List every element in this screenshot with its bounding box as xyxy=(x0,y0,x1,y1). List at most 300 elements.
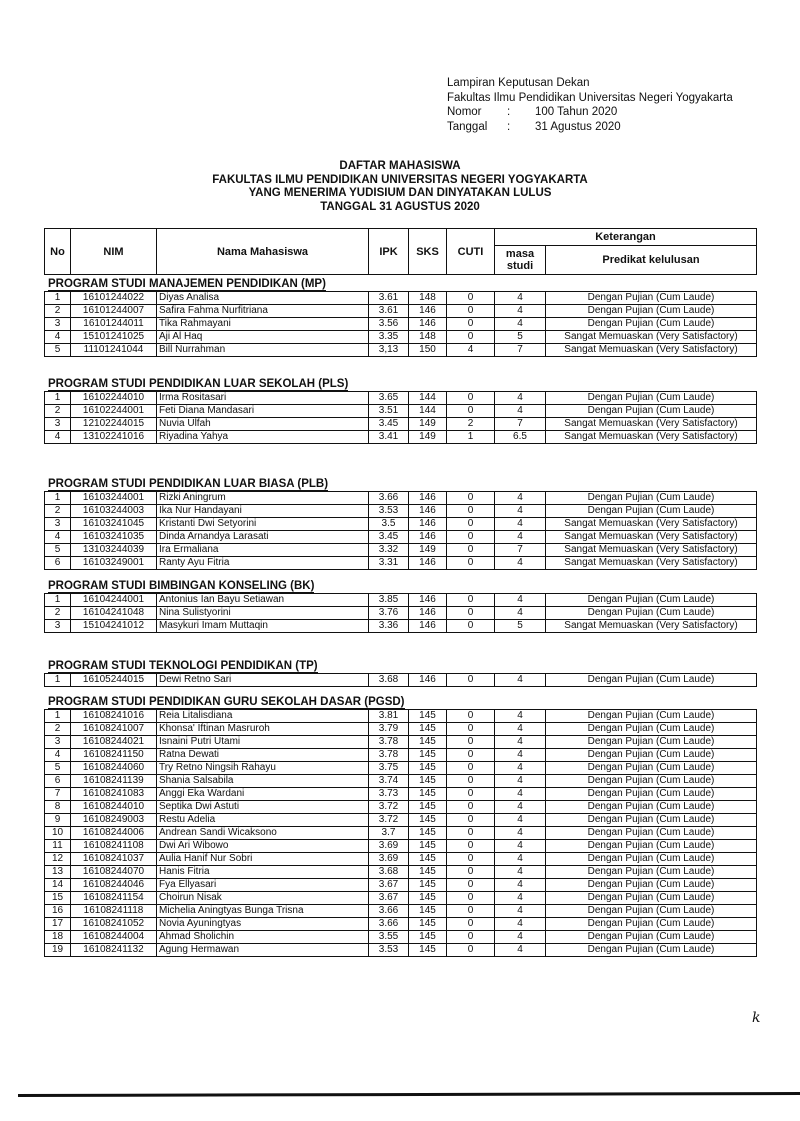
program-section xyxy=(44,660,756,687)
cell-masa: 4 xyxy=(495,492,546,505)
cell-predikat: Dengan Pujian (Cum Laude) xyxy=(546,801,757,814)
cell-nama: Ranty Ayu Fitria xyxy=(157,557,369,570)
cell-nim: 16108244021 xyxy=(71,736,157,749)
cell-masa: 4 xyxy=(495,505,546,518)
cell-masa: 6.5 xyxy=(495,431,546,444)
cell-cuti: 0 xyxy=(447,892,495,905)
nomor-label: Nomor xyxy=(447,106,482,118)
cell-sks: 146 xyxy=(409,492,447,505)
cell-nim: 16104244001 xyxy=(71,594,157,607)
cell-no: 18 xyxy=(45,931,71,944)
cell-no: 15 xyxy=(45,892,71,905)
table-row xyxy=(45,918,757,931)
cell-nama: Hanis Fitria xyxy=(157,866,369,879)
cell-sks: 145 xyxy=(409,814,447,827)
cell-nim: 16108241150 xyxy=(71,749,157,762)
header-ipk: IPK xyxy=(369,229,409,275)
cell-predikat: Dengan Pujian (Cum Laude) xyxy=(546,775,757,788)
cell-nim: 16108244060 xyxy=(71,762,157,775)
cell-sks: 145 xyxy=(409,892,447,905)
cell-ipk: 3.78 xyxy=(369,736,409,749)
cell-predikat: Dengan Pujian (Cum Laude) xyxy=(546,749,757,762)
cell-masa: 4 xyxy=(495,944,546,957)
header-masa-studi: masa studi xyxy=(495,246,546,275)
cell-nim: 15104241012 xyxy=(71,620,157,633)
cell-nama: Bill Nurrahman xyxy=(157,344,369,357)
cell-no: 14 xyxy=(45,879,71,892)
cell-predikat: Sangat Memuaskan (Very Satisfactory) xyxy=(546,544,757,557)
cell-ipk: 3.79 xyxy=(369,723,409,736)
cell-masa: 4 xyxy=(495,788,546,801)
cell-no: 1 xyxy=(45,292,71,305)
cell-no: 10 xyxy=(45,827,71,840)
cell-ipk: 3.61 xyxy=(369,305,409,318)
cell-no: 2 xyxy=(45,305,71,318)
cell-no: 12 xyxy=(45,853,71,866)
cell-predikat: Dengan Pujian (Cum Laude) xyxy=(546,866,757,879)
cell-predikat: Sangat Memuaskan (Very Satisfactory) xyxy=(546,620,757,633)
cell-masa: 4 xyxy=(495,749,546,762)
cell-masa: 4 xyxy=(495,736,546,749)
cell-nim: 16103241035 xyxy=(71,531,157,544)
cell-predikat: Sangat Memuaskan (Very Satisfactory) xyxy=(546,431,757,444)
cell-predikat: Dengan Pujian (Cum Laude) xyxy=(546,292,757,305)
cell-nim: 16101244022 xyxy=(71,292,157,305)
cell-sks: 146 xyxy=(409,620,447,633)
cell-sks: 148 xyxy=(409,292,447,305)
cell-cuti: 0 xyxy=(447,392,495,405)
section-title-text: PROGRAM STUDI PENDIDIKAN LUAR BIASA (PLB) xyxy=(48,478,329,490)
cell-predikat: Dengan Pujian (Cum Laude) xyxy=(546,505,757,518)
cell-cuti: 0 xyxy=(447,492,495,505)
cell-no: 9 xyxy=(45,814,71,827)
cell-sks: 146 xyxy=(409,594,447,607)
table-row xyxy=(45,879,757,892)
cell-sks: 145 xyxy=(409,736,447,749)
cell-cuti: 0 xyxy=(447,292,495,305)
cell-predikat: Dengan Pujian (Cum Laude) xyxy=(546,723,757,736)
cell-masa: 4 xyxy=(495,318,546,331)
cell-no: 4 xyxy=(45,331,71,344)
section-title xyxy=(48,580,756,593)
cell-nim: 16108241108 xyxy=(71,840,157,853)
cell-nim: 16108241037 xyxy=(71,853,157,866)
cell-cuti: 0 xyxy=(447,710,495,723)
cell-ipk: 3.68 xyxy=(369,674,409,687)
cell-cuti: 0 xyxy=(447,775,495,788)
cell-no: 3 xyxy=(45,620,71,633)
cell-ipk: 3.76 xyxy=(369,607,409,620)
paraf-mark: k xyxy=(752,1010,761,1026)
cell-no: 2 xyxy=(45,405,71,418)
cell-predikat: Dengan Pujian (Cum Laude) xyxy=(546,318,757,331)
cell-no: 4 xyxy=(45,531,71,544)
cell-nim: 16108244046 xyxy=(71,879,157,892)
cell-ipk: 3.81 xyxy=(369,710,409,723)
cell-nama: Agung Hermawan xyxy=(157,944,369,957)
cell-ipk: 3.55 xyxy=(369,931,409,944)
cell-ipk: 3.35 xyxy=(369,331,409,344)
cell-nama: Rizki Aningrum xyxy=(157,492,369,505)
cell-sks: 145 xyxy=(409,775,447,788)
cell-masa: 4 xyxy=(495,840,546,853)
cell-no: 5 xyxy=(45,344,71,357)
title-line-1: DAFTAR MAHASISWA xyxy=(339,160,461,172)
table-header xyxy=(44,228,757,275)
cell-ipk: 3.66 xyxy=(369,918,409,931)
cell-nama: Masykuri Imam Muttaqin xyxy=(157,620,369,633)
cell-cuti: 0 xyxy=(447,723,495,736)
cell-ipk: 3.73 xyxy=(369,788,409,801)
cell-nama: Kristanti Dwi Setyorini xyxy=(157,518,369,531)
cell-nama: Try Retno Ningsih Rahayu xyxy=(157,762,369,775)
cell-nim: 16103244001 xyxy=(71,492,157,505)
cell-nama: Ira Ermaliana xyxy=(157,544,369,557)
cell-masa: 4 xyxy=(495,775,546,788)
table-row xyxy=(45,853,757,866)
cell-masa: 4 xyxy=(495,905,546,918)
cell-no: 2 xyxy=(45,723,71,736)
cell-predikat: Dengan Pujian (Cum Laude) xyxy=(546,762,757,775)
cell-cuti: 0 xyxy=(447,944,495,957)
cell-cuti: 0 xyxy=(447,788,495,801)
cell-sks: 145 xyxy=(409,827,447,840)
table-row xyxy=(45,866,757,879)
cell-nim: 16103241045 xyxy=(71,518,157,531)
cell-predikat: Dengan Pujian (Cum Laude) xyxy=(546,405,757,418)
cell-ipk: 3,13 xyxy=(369,344,409,357)
bottom-rule xyxy=(18,1092,800,1097)
cell-masa: 5 xyxy=(495,331,546,344)
cell-sks: 145 xyxy=(409,710,447,723)
program-section xyxy=(44,478,756,570)
table-row xyxy=(45,505,757,518)
cell-no: 7 xyxy=(45,788,71,801)
cell-ipk: 3.69 xyxy=(369,853,409,866)
cell-sks: 146 xyxy=(409,531,447,544)
cell-ipk: 3.72 xyxy=(369,814,409,827)
cell-nim: 16101244011 xyxy=(71,318,157,331)
cell-ipk: 3.5 xyxy=(369,518,409,531)
cell-nim: 16108241083 xyxy=(71,788,157,801)
cell-ipk: 3.41 xyxy=(369,431,409,444)
section-title-text: PROGRAM STUDI PENDIDIKAN LUAR SEKOLAH (PLS) xyxy=(48,378,349,390)
cell-nim: 16108241154 xyxy=(71,892,157,905)
cell-nim: 16102244010 xyxy=(71,392,157,405)
cell-no: 16 xyxy=(45,905,71,918)
students-table xyxy=(44,593,757,633)
cell-ipk: 3.74 xyxy=(369,775,409,788)
cell-predikat: Dengan Pujian (Cum Laude) xyxy=(546,853,757,866)
cell-ipk: 3.67 xyxy=(369,892,409,905)
cell-nim: 16108241007 xyxy=(71,723,157,736)
cell-no: 1 xyxy=(45,392,71,405)
attachment-line-1: Lampiran Keputusan Dekan xyxy=(447,77,590,89)
table-row xyxy=(45,775,757,788)
section-title-text: PROGRAM STUDI BIMBINGAN KONSELING (BK) xyxy=(48,580,315,592)
cell-nama: Choirun Nisak xyxy=(157,892,369,905)
cell-cuti: 0 xyxy=(447,305,495,318)
cell-nim: 13102241016 xyxy=(71,431,157,444)
cell-no: 3 xyxy=(45,418,71,431)
cell-nim: 16108241016 xyxy=(71,710,157,723)
cell-ipk: 3.68 xyxy=(369,866,409,879)
cell-predikat: Dengan Pujian (Cum Laude) xyxy=(546,710,757,723)
cell-sks: 145 xyxy=(409,762,447,775)
cell-nama: Novia Ayuningtyas xyxy=(157,918,369,931)
table-row xyxy=(45,492,757,505)
cell-nama: Restu Adelia xyxy=(157,814,369,827)
cell-masa: 4 xyxy=(495,814,546,827)
cell-nama: Isnaini Putri Utami xyxy=(157,736,369,749)
students-table xyxy=(44,673,757,687)
cell-cuti: 0 xyxy=(447,331,495,344)
cell-nama: Riyadina Yahya xyxy=(157,431,369,444)
table-row xyxy=(45,788,757,801)
section-title-text: PROGRAM STUDI PENDIDIKAN GURU SEKOLAH DASAR (PGSD) xyxy=(48,696,405,708)
cell-no: 1 xyxy=(45,492,71,505)
cell-nim: 16108249003 xyxy=(71,814,157,827)
cell-masa: 4 xyxy=(495,305,546,318)
cell-ipk: 3.45 xyxy=(369,531,409,544)
cell-ipk: 3.78 xyxy=(369,749,409,762)
table-row xyxy=(45,557,757,570)
cell-predikat: Dengan Pujian (Cum Laude) xyxy=(546,594,757,607)
cell-masa: 4 xyxy=(495,866,546,879)
cell-nim: 16108244010 xyxy=(71,801,157,814)
cell-nama: Nuvia Ulfah xyxy=(157,418,369,431)
cell-masa: 4 xyxy=(495,827,546,840)
cell-no: 5 xyxy=(45,544,71,557)
cell-nama: Anggi Eka Wardani xyxy=(157,788,369,801)
cell-sks: 146 xyxy=(409,557,447,570)
cell-cuti: 0 xyxy=(447,814,495,827)
tanggal-label: Tanggal xyxy=(447,120,488,133)
cell-nim: 16102244001 xyxy=(71,405,157,418)
cell-no: 3 xyxy=(45,518,71,531)
cell-ipk: 3.31 xyxy=(369,557,409,570)
cell-cuti: 2 xyxy=(447,418,495,431)
cell-masa: 4 xyxy=(495,292,546,305)
cell-no: 1 xyxy=(45,674,71,687)
cell-sks: 145 xyxy=(409,905,447,918)
program-section xyxy=(44,278,756,357)
cell-sks: 145 xyxy=(409,944,447,957)
nomor-value: 100 Tahun 2020 xyxy=(535,106,618,118)
cell-no: 6 xyxy=(45,775,71,788)
table-row xyxy=(45,418,757,431)
title-line-3: YANG MENERIMA YUDISIUM DAN DINYATAKAN LULUS xyxy=(248,187,552,199)
cell-nama: Ahmad Sholichin xyxy=(157,931,369,944)
cell-nama: Fya Ellyasari xyxy=(157,879,369,892)
cell-sks: 144 xyxy=(409,392,447,405)
cell-sks: 146 xyxy=(409,305,447,318)
cell-sks: 145 xyxy=(409,853,447,866)
cell-masa: 4 xyxy=(495,931,546,944)
table-row xyxy=(45,749,757,762)
table-row xyxy=(45,801,757,814)
cell-nim: 16103249001 xyxy=(71,557,157,570)
table-row xyxy=(45,531,757,544)
section-title-text: PROGRAM STUDI MANAJEMEN PENDIDIKAN (MP) xyxy=(48,278,326,290)
cell-no: 17 xyxy=(45,918,71,931)
cell-nim: 16108241118 xyxy=(71,905,157,918)
cell-sks: 149 xyxy=(409,431,447,444)
cell-masa: 4 xyxy=(495,710,546,723)
cell-nim: 16108241132 xyxy=(71,944,157,957)
cell-predikat: Dengan Pujian (Cum Laude) xyxy=(546,674,757,687)
cell-predikat: Sangat Memuaskan (Very Satisfactory) xyxy=(546,418,757,431)
cell-nim: 16108241139 xyxy=(71,775,157,788)
cell-cuti: 0 xyxy=(447,801,495,814)
cell-cuti: 0 xyxy=(447,879,495,892)
cell-sks: 150 xyxy=(409,344,447,357)
cell-ipk: 3.53 xyxy=(369,944,409,957)
cell-nama: Ratna Dewati xyxy=(157,749,369,762)
cell-ipk: 3.66 xyxy=(369,492,409,505)
cell-ipk: 3.66 xyxy=(369,905,409,918)
cell-nama: Ika Nur Handayani xyxy=(157,505,369,518)
cell-predikat: Dengan Pujian (Cum Laude) xyxy=(546,879,757,892)
cell-predikat: Sangat Memuaskan (Very Satisfactory) xyxy=(546,531,757,544)
table-row xyxy=(45,431,757,444)
cell-nama: Aulia Hanif Nur Sobri xyxy=(157,853,369,866)
document-title xyxy=(150,160,650,214)
cell-nama: Khonsa' Iftinan Masruroh xyxy=(157,723,369,736)
cell-no: 4 xyxy=(45,431,71,444)
cell-masa: 4 xyxy=(495,918,546,931)
cell-cuti: 0 xyxy=(447,827,495,840)
cell-sks: 146 xyxy=(409,505,447,518)
cell-ipk: 3.36 xyxy=(369,620,409,633)
table-row xyxy=(45,736,757,749)
cell-masa: 7 xyxy=(495,544,546,557)
cell-nama: Reia Litalisdiana xyxy=(157,710,369,723)
cell-cuti: 0 xyxy=(447,905,495,918)
tanggal-row xyxy=(447,120,733,135)
cell-predikat: Sangat Memuaskan (Very Satisfactory) xyxy=(546,344,757,357)
attachment-header xyxy=(447,76,733,134)
cell-sks: 149 xyxy=(409,418,447,431)
cell-masa: 4 xyxy=(495,607,546,620)
cell-ipk: 3.61 xyxy=(369,292,409,305)
cell-predikat: Sangat Memuaskan (Very Satisfactory) xyxy=(546,518,757,531)
cell-nim: 16108241052 xyxy=(71,918,157,931)
cell-nim: 13103244039 xyxy=(71,544,157,557)
section-title xyxy=(48,696,756,709)
cell-nama: Septika Dwi Astuti xyxy=(157,801,369,814)
table-row xyxy=(45,674,757,687)
table-row xyxy=(45,840,757,853)
cell-predikat: Dengan Pujian (Cum Laude) xyxy=(546,492,757,505)
cell-predikat: Dengan Pujian (Cum Laude) xyxy=(546,892,757,905)
cell-cuti: 0 xyxy=(447,544,495,557)
cell-nim: 16105244015 xyxy=(71,674,157,687)
cell-sks: 145 xyxy=(409,918,447,931)
table-row xyxy=(45,292,757,305)
cell-no: 8 xyxy=(45,801,71,814)
cell-nama: Antonius Ian Bayu Setiawan xyxy=(157,594,369,607)
cell-nama: Shania Salsabila xyxy=(157,775,369,788)
cell-sks: 146 xyxy=(409,607,447,620)
cell-ipk: 3.85 xyxy=(369,594,409,607)
cell-nama: Diyas Analisa xyxy=(157,292,369,305)
tanggal-value: 31 Agustus 2020 xyxy=(535,120,621,133)
cell-predikat: Dengan Pujian (Cum Laude) xyxy=(546,607,757,620)
cell-predikat: Dengan Pujian (Cum Laude) xyxy=(546,827,757,840)
cell-cuti: 0 xyxy=(447,853,495,866)
table-row xyxy=(45,762,757,775)
cell-no: 5 xyxy=(45,762,71,775)
section-title xyxy=(48,660,756,673)
cell-cuti: 0 xyxy=(447,736,495,749)
cell-no: 3 xyxy=(45,736,71,749)
cell-no: 13 xyxy=(45,866,71,879)
cell-sks: 145 xyxy=(409,931,447,944)
cell-cuti: 0 xyxy=(447,531,495,544)
cell-masa: 4 xyxy=(495,392,546,405)
table-row xyxy=(45,827,757,840)
table-row xyxy=(45,405,757,418)
nomor-colon: : xyxy=(507,106,511,118)
cell-predikat: Dengan Pujian (Cum Laude) xyxy=(546,788,757,801)
cell-no: 2 xyxy=(45,607,71,620)
cell-masa: 4 xyxy=(495,518,546,531)
cell-predikat: Dengan Pujian (Cum Laude) xyxy=(546,931,757,944)
cell-nama: Dinda Arnandya Larasati xyxy=(157,531,369,544)
cell-no: 4 xyxy=(45,749,71,762)
table-row xyxy=(45,814,757,827)
cell-masa: 7 xyxy=(495,344,546,357)
cell-cuti: 0 xyxy=(447,674,495,687)
cell-cuti: 0 xyxy=(447,518,495,531)
table-row xyxy=(45,331,757,344)
cell-sks: 145 xyxy=(409,788,447,801)
cell-cuti: 1 xyxy=(447,431,495,444)
cell-ipk: 3.53 xyxy=(369,505,409,518)
cell-cuti: 0 xyxy=(447,762,495,775)
cell-cuti: 0 xyxy=(447,557,495,570)
cell-nama: Nina Sulistyorini xyxy=(157,607,369,620)
section-title xyxy=(48,478,756,491)
cell-masa: 4 xyxy=(495,531,546,544)
table-row xyxy=(45,544,757,557)
program-section xyxy=(44,378,756,444)
cell-ipk: 3.75 xyxy=(369,762,409,775)
cell-nama: Andrean Sandi Wicaksono xyxy=(157,827,369,840)
cell-ipk: 3.67 xyxy=(369,879,409,892)
header-keterangan: Keterangan xyxy=(495,229,757,246)
header-predikat: Predikat kelulusan xyxy=(546,246,757,275)
table-row xyxy=(45,944,757,957)
cell-cuti: 0 xyxy=(447,620,495,633)
cell-ipk: 3.32 xyxy=(369,544,409,557)
cell-masa: 4 xyxy=(495,892,546,905)
cell-sks: 146 xyxy=(409,318,447,331)
cell-predikat: Dengan Pujian (Cum Laude) xyxy=(546,905,757,918)
cell-sks: 144 xyxy=(409,405,447,418)
cell-no: 1 xyxy=(45,594,71,607)
cell-sks: 145 xyxy=(409,866,447,879)
cell-predikat: Dengan Pujian (Cum Laude) xyxy=(546,305,757,318)
table-row xyxy=(45,392,757,405)
cell-cuti: 0 xyxy=(447,931,495,944)
cell-nama: Dewi Retno Sari xyxy=(157,674,369,687)
cell-ipk: 3.69 xyxy=(369,840,409,853)
cell-cuti: 0 xyxy=(447,607,495,620)
table-row xyxy=(45,305,757,318)
cell-ipk: 3.45 xyxy=(369,418,409,431)
